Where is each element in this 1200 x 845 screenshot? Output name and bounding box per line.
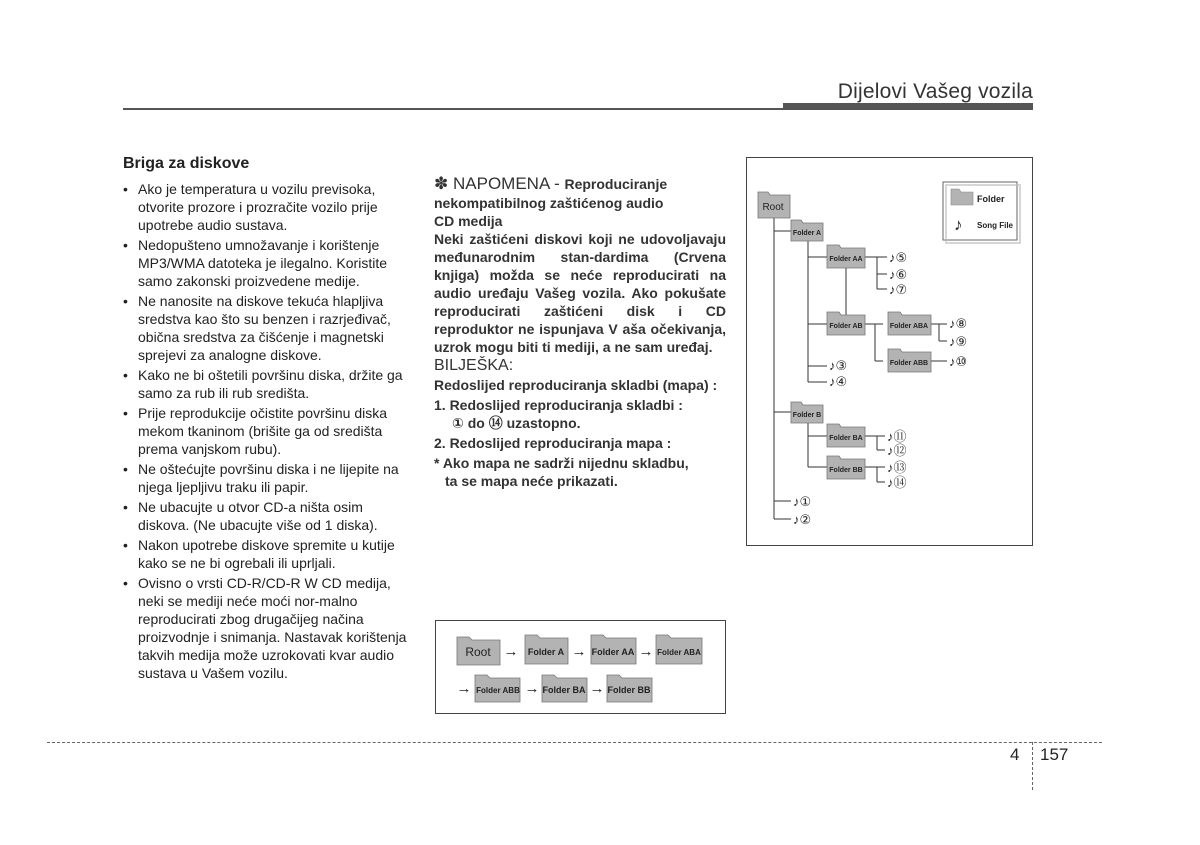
note-sub1: Reproduciranje	[564, 176, 668, 192]
tree-folder-root	[758, 192, 790, 218]
note-body: Neki zaštićeni diskovi koji ne udovoljavaju međunarodnim stan-dardima (Crvena knjiga) možda se neće reproducirati na audio uređaju Vašeg vozila. Ako pokušate reproducirati zaštićeni disk i CD reproduktor ne ispunjava V aša očekivanja, uzrok mogu biti ti mediji, a ne sam uređaj.	[434, 231, 726, 355]
svg-text:Folder BB: Folder BB	[607, 685, 651, 695]
tree-folder-ba	[827, 424, 865, 447]
svg-text:Folder AA: Folder AA	[829, 256, 863, 263]
song-5: ♪⑤	[889, 250, 908, 265]
folder-tree-svg	[747, 158, 1032, 545]
bilj-line1: Redoslijed reproduciranja skladbi (mapa) :	[434, 377, 718, 393]
song-11: ♪⑪	[887, 429, 907, 444]
flow-folder-abb	[475, 675, 520, 702]
flow-folder-root	[457, 637, 500, 665]
flow-arrow: →	[589, 680, 605, 697]
bilj-star2: ta se mapa neće prikazati.	[445, 473, 618, 489]
tree-folder-b	[791, 402, 823, 423]
song-12: ♪⑫	[887, 443, 907, 458]
bilj-item1: 1. Redoslijed reproduciranja skladbi :	[434, 397, 683, 413]
list-item: • Ne oštećujte površinu diska i ne lijepite na njega ljepljivu traku ili papir.	[121, 460, 413, 496]
song-6: ♪⑥	[889, 267, 908, 282]
song-8: ♪⑧	[949, 316, 968, 331]
list-item: • Kako ne bi oštetili površinu diska, držite ga samo za rub ili rub središta.	[121, 366, 413, 402]
list-item: • Ne ubacujte u otvor CD-a ništa osim diskova. (Ne ubacujte više od 1 diska).	[121, 498, 413, 534]
list-item: • Ne nanosite na diskove tekuća hlapljiva sredstva kao što su benzen i razrjeđivač, obična sredstva za čišćenje i magnetski sprejevi za analogne diskove.	[121, 292, 413, 364]
tree-folder-abb	[888, 349, 931, 372]
song-10: ♪⑩	[949, 354, 968, 369]
tree-folder-bb	[827, 456, 865, 479]
tree-legend	[943, 182, 1020, 243]
list-item: • Nedopušteno umnožavanje i korištenje MP3/WMA datoteka je ilegalno. Koristite samo zakonski proizvedene medije.	[121, 236, 413, 290]
folder-order-diagram	[435, 620, 726, 714]
svg-text:Folder ABA: Folder ABA	[889, 323, 929, 330]
folder-tree-diagram	[746, 157, 1033, 546]
note-star-icon: ✽	[434, 174, 449, 193]
flow-folder-aa	[591, 635, 636, 664]
song-14: ♪⑭	[887, 475, 907, 490]
flow-folder-a	[525, 635, 568, 664]
tree-folder-ab	[827, 312, 865, 335]
svg-text:Root: Root	[762, 202, 784, 213]
svg-text:Folder A: Folder A	[792, 230, 822, 237]
list-item: • Nakon upotrebe diskove spremite u kutije kako se ne bi ogrebali ili uprljali.	[121, 536, 413, 572]
section-title: Dijelovi Vašeg vozila	[837, 80, 1033, 103]
svg-text:Folder BA: Folder BA	[829, 435, 863, 442]
list-item: • Ako je temperatura u vozilu previsoka, otvorite prozore i prozračite vozilo prije upotrebe audio sustava.	[121, 180, 413, 234]
flow-arrow: →	[524, 680, 540, 697]
svg-text:Folder AB: Folder AB	[829, 323, 863, 330]
tree-songs	[793, 250, 967, 527]
footer-dashed-rule	[47, 742, 1102, 743]
flow-arrow: →	[503, 643, 519, 660]
bilj-item2: 2. Redoslijed reproduciranja mapa :	[434, 435, 672, 451]
flow-arrow: →	[456, 680, 472, 697]
svg-text:Folder AA: Folder AA	[591, 647, 635, 657]
song-7: ♪⑦	[889, 282, 908, 297]
flow-arrow: →	[571, 643, 587, 660]
svg-text:Folder A: Folder A	[527, 647, 565, 657]
header-bar	[783, 103, 1033, 110]
note-heading	[434, 174, 726, 194]
list-item: • Prije reprodukcije očistite površinu diska mekom tkaninom (brišite ga od središta prema vanjskom rubu).	[121, 404, 413, 458]
legend-note-icon: ♪	[954, 215, 963, 234]
svg-text:Folder BB: Folder BB	[829, 467, 863, 474]
disc-care-heading: Briga za diskove	[123, 155, 250, 172]
svg-text:Folder ABB: Folder ABB	[476, 686, 520, 695]
legend-folder-label: Folder	[977, 194, 1005, 204]
flow-folder-ba	[542, 675, 587, 702]
song-9: ♪⑨	[949, 334, 968, 349]
svg-text:Folder B: Folder B	[792, 412, 822, 419]
note-sub2: nekompatibilnog zaštićenog audio	[434, 195, 664, 211]
note-word: NAPOMENA -	[452, 174, 560, 193]
note-column	[434, 174, 726, 490]
bilj-item1b: ① do ⑭ uzastopno.	[452, 415, 581, 431]
svg-text:Folder BA: Folder BA	[542, 685, 586, 695]
song-1: ♪①	[793, 494, 812, 509]
tree-folder-a	[791, 220, 823, 241]
tree-folder-aa	[827, 245, 865, 268]
note-sub3: CD medija	[434, 213, 503, 229]
chapter-number: 4	[1010, 745, 1020, 764]
tree-folder-aba	[888, 312, 931, 335]
bilj-heading: BILJEŠKA:	[434, 357, 514, 374]
page-number: 157	[1040, 745, 1069, 764]
svg-text:Folder ABA: Folder ABA	[657, 648, 701, 657]
folder-order-svg	[436, 621, 725, 713]
flow-folder-aba	[656, 635, 702, 664]
list-item: • Ovisno o vrsti CD-R/CD-R W CD medija, neki se mediji neće moći nor-malno reproducirati zbog drugačijeg načina proizvodnje i snimanja. Nastavak korištenja takvih medija može uzrokovati kvar audio sustava u Vašem vozilu.	[121, 574, 413, 682]
legend-song-label: Song File	[977, 221, 1013, 230]
song-13: ♪⑬	[887, 460, 907, 475]
song-4: ♪④	[829, 374, 848, 389]
bilj-star: * Ako mapa ne sadrži nijednu skladbu,	[434, 455, 689, 471]
svg-text:Folder ABB: Folder ABB	[889, 360, 929, 367]
svg-text:Root: Root	[465, 645, 491, 659]
disc-care-list	[121, 180, 413, 684]
flow-arrow: →	[638, 643, 654, 660]
footer-vertical-rule	[1032, 742, 1033, 790]
flow-folder-bb	[607, 675, 652, 702]
song-2: ♪②	[793, 512, 812, 527]
song-3: ♪③	[829, 358, 848, 373]
